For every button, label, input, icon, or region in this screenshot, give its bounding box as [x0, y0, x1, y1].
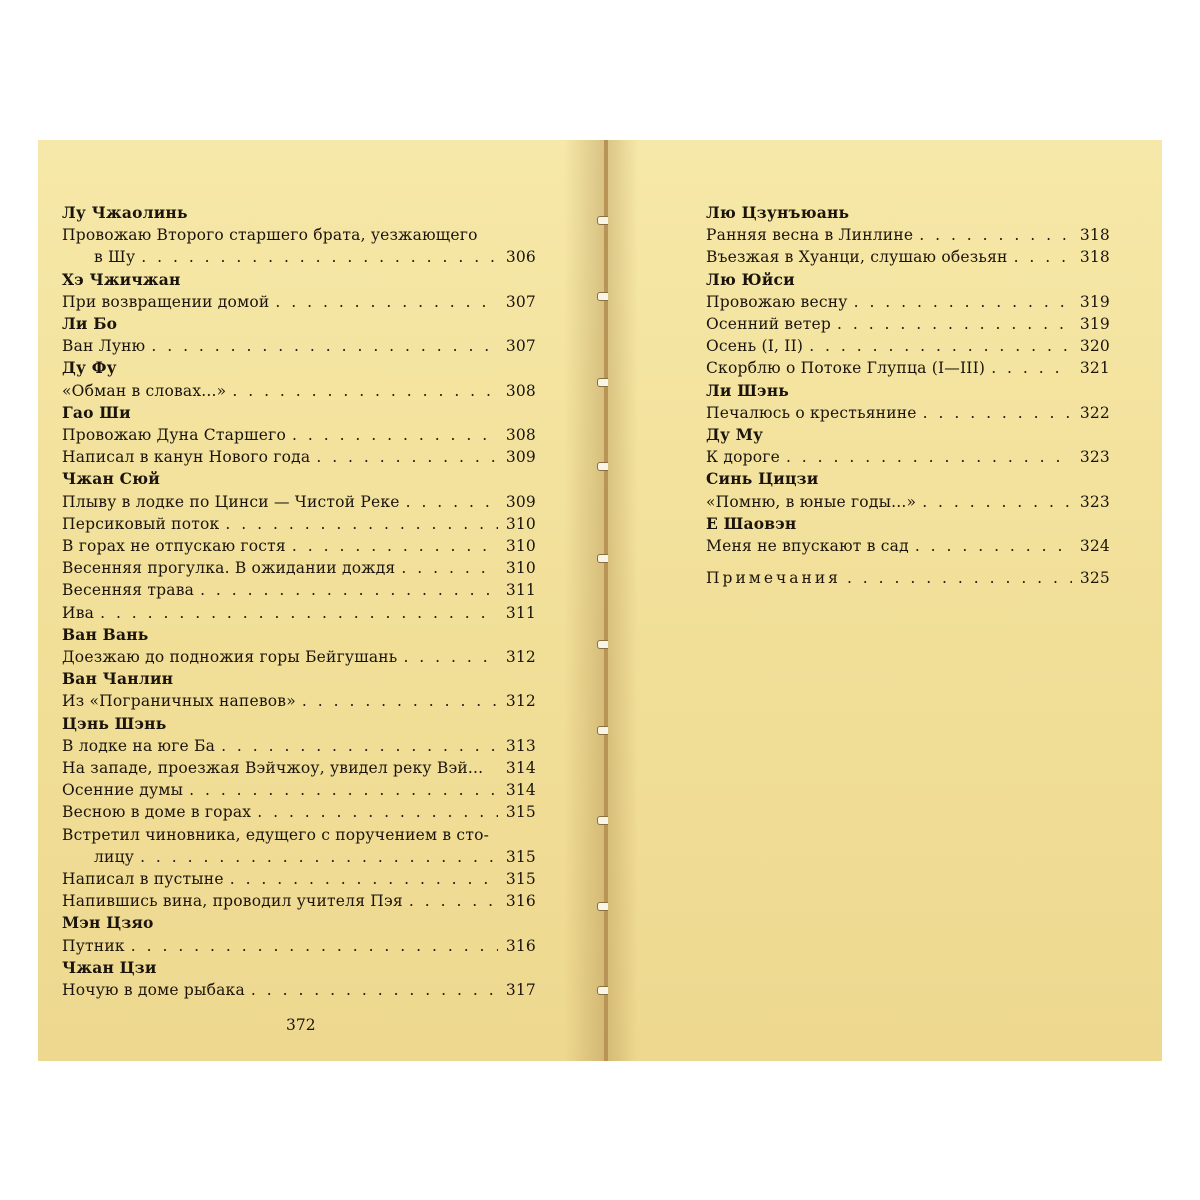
entry-page-number: 321	[1079, 359, 1110, 378]
toc-entry	[706, 491, 1110, 513]
entry-page-number: 318	[1079, 248, 1110, 267]
dot-leader	[189, 779, 498, 801]
entry-page-number: 319	[1079, 315, 1110, 333]
right-page	[608, 140, 1162, 1061]
dot-leader	[140, 846, 498, 868]
toc-entry	[62, 513, 536, 535]
toc-entry	[62, 646, 536, 668]
dot-leader	[230, 868, 498, 890]
toc-entry	[62, 868, 536, 890]
toc-entry	[706, 446, 1110, 468]
author-heading: Чжан Цзи	[62, 957, 157, 977]
entry-title: Весенняя трава	[62, 581, 195, 600]
entry-title: в Шу	[94, 248, 136, 267]
dot-leader	[915, 535, 1072, 557]
toc-entry	[62, 846, 536, 868]
dot-leader	[1014, 246, 1072, 268]
entry-page-number: 311	[505, 581, 536, 600]
dot-leader	[131, 935, 498, 957]
entry-page-number: 309	[505, 492, 536, 511]
entry-page-number: 311	[505, 603, 536, 622]
entry-title: В горах не отпускаю гостя	[62, 537, 286, 555]
entry-page-number: 318	[1079, 226, 1110, 245]
entry-title: «Обман в словах...»	[62, 381, 227, 400]
toc-entry	[62, 491, 536, 513]
entry-title: лицу	[94, 847, 135, 866]
left-page	[38, 140, 604, 1061]
entry-page-number: 307	[505, 292, 536, 311]
author-heading: Мэн Цзяо	[62, 913, 154, 933]
dot-leader	[292, 535, 498, 557]
toc-entry	[706, 567, 1110, 589]
entry-page-number: 323	[1079, 448, 1110, 467]
entry-title: Напившись вина, проводил учителя Пэя	[62, 892, 403, 911]
entry-title: Печалюсь о крестьянине	[706, 403, 917, 422]
entry-title: Осень (I, II)	[706, 337, 804, 356]
toc-entry	[62, 380, 536, 402]
entry-page-number: 310	[505, 537, 536, 555]
entry-title: Ива	[62, 603, 95, 622]
entry-title: Весною в доме в горах	[62, 803, 252, 822]
entry-title: Осенний ветер	[706, 315, 831, 333]
entry-page-number: 308	[505, 381, 536, 400]
dot-leader	[923, 402, 1072, 424]
entry-page-number: 306	[505, 248, 536, 267]
entry-page-number: 320	[1079, 337, 1110, 356]
dot-leader	[401, 557, 498, 579]
dot-leader	[221, 735, 498, 757]
toc-entry	[62, 557, 536, 579]
author-heading: Лю Юйси	[706, 269, 795, 289]
toc-entry	[62, 446, 536, 468]
entry-title: Въезжая в Хуанци, слушаю обезьян	[706, 248, 1008, 267]
entry-title: Весенняя прогулка. В ожидании дождя	[62, 559, 396, 578]
entry-page-number: 314	[505, 781, 536, 800]
entry-page-number: 310	[505, 514, 536, 533]
entry-page-number: 315	[505, 870, 536, 888]
toc-entry	[62, 735, 536, 757]
entry-page-number: 310	[505, 559, 536, 578]
entry-title: Из «Пограничных напевов»	[62, 692, 296, 711]
dot-leader	[919, 224, 1072, 246]
dot-leader	[251, 979, 498, 1001]
toc-entry	[62, 935, 536, 957]
entry-page-number: 323	[1079, 492, 1110, 511]
toc-entry	[706, 291, 1110, 313]
dot-leader	[302, 690, 498, 712]
entry-title-line: Провожаю Второго старшего брата, уезжающего	[62, 226, 478, 245]
dot-leader	[409, 890, 498, 912]
entry-title: На западе, проезжая Вэйчжоу, увидел реку Вэй...	[62, 759, 484, 777]
dot-leader	[406, 491, 498, 513]
entry-page-number: 308	[505, 426, 536, 444]
dot-leader	[837, 313, 1072, 335]
author-heading: Синь Цицзи	[706, 469, 819, 489]
entry-title: В лодке на юге Ба	[62, 736, 216, 755]
author-heading: Ли Бо	[62, 314, 118, 333]
toc-entry	[62, 890, 536, 912]
author-heading: Ван Чанлин	[62, 669, 174, 689]
entry-title: К дороге	[706, 448, 780, 467]
toc-entry	[62, 535, 536, 557]
author-heading: Ду Му	[706, 425, 764, 444]
toc-entry	[62, 801, 536, 823]
entry-page-number: 313	[505, 736, 536, 755]
author-heading: Ли Шэнь	[706, 380, 789, 400]
entry-title: При возвращении домой	[62, 292, 270, 311]
entry-title: Путник	[62, 936, 125, 955]
toc-entry	[62, 424, 536, 446]
toc-entry	[706, 535, 1110, 557]
entry-page-number: 316	[505, 936, 536, 955]
author-heading: Ду Фу	[62, 358, 117, 378]
author-heading: Е Шаовэн	[706, 513, 797, 533]
dot-leader	[809, 335, 1072, 357]
toc-entry	[706, 313, 1110, 335]
dot-leader	[275, 291, 498, 313]
book-spread	[38, 140, 1162, 1061]
entry-page-number: 317	[505, 981, 536, 999]
entry-title: Скорблю о Потоке Глупца (I—III)	[706, 359, 986, 378]
dot-leader	[200, 579, 498, 601]
author-heading: Лю Цзунъюань	[706, 203, 850, 222]
toc-entry	[706, 402, 1110, 424]
entry-title: Доезжаю до подножия горы Бейгушань	[62, 648, 398, 666]
entry-title-line: Встретил чиновника, едущего с поручением в сто-	[62, 825, 490, 844]
entry-title: Написал в пустыне	[62, 870, 224, 888]
entry-title: Написал в канун Нового года	[62, 448, 311, 467]
entry-page-number: 312	[505, 692, 536, 711]
author-heading: Лу Чжаолинь	[62, 203, 188, 222]
entry-page-number: 315	[505, 803, 536, 822]
entry-title: «Помню, в юные годы...»	[706, 492, 917, 511]
entry-page-number: 324	[1079, 537, 1110, 555]
author-heading: Цэнь Шэнь	[62, 713, 167, 733]
toc-entry	[62, 291, 536, 313]
entry-title: Меня не впускают в сад	[706, 537, 909, 555]
toc-entry	[706, 246, 1110, 268]
entry-title: Ван Луню	[62, 337, 146, 356]
toc-entry	[62, 757, 536, 779]
entry-page-number: 315	[505, 847, 536, 866]
toc-entry	[62, 335, 536, 357]
toc-entry	[62, 579, 536, 601]
entry-title: Ранняя весна в Линлине	[706, 226, 914, 245]
entry-page-number: 319	[1079, 292, 1110, 311]
entry-title: Осенние думы	[62, 781, 184, 800]
author-heading: Ван Вань	[62, 624, 149, 644]
entry-page-number: 307	[505, 337, 536, 356]
dot-leader	[151, 335, 498, 357]
toc-entry	[706, 224, 1110, 246]
dot-leader	[257, 801, 498, 823]
dot-leader	[991, 357, 1072, 379]
entry-title: Ночую в доме рыбака	[62, 981, 245, 999]
dot-leader	[141, 246, 498, 268]
dot-leader	[100, 602, 498, 624]
toc-entry	[706, 357, 1110, 379]
author-heading: Гао Ши	[62, 402, 131, 422]
toc-entry	[62, 602, 536, 624]
entry-title: Персиковый поток	[62, 514, 220, 533]
entry-title: Примечания	[706, 569, 841, 588]
dot-leader	[225, 513, 498, 535]
dot-leader	[847, 567, 1072, 589]
author-heading: Чжан Сюй	[62, 469, 160, 489]
dot-leader	[316, 446, 498, 468]
author-heading: Хэ Чжичжан	[62, 269, 181, 289]
entry-page-number: 325	[1079, 569, 1110, 588]
dot-leader	[854, 291, 1072, 313]
dot-leader	[292, 424, 498, 446]
toc-entry	[62, 979, 536, 1001]
toc-entry	[706, 335, 1110, 357]
entry-page-number: 322	[1079, 403, 1110, 422]
entry-page-number: 316	[505, 892, 536, 911]
toc-entry	[62, 246, 536, 268]
toc-entry	[62, 690, 536, 712]
entry-page-number: 312	[505, 648, 536, 666]
dot-leader	[232, 380, 498, 402]
dot-leader	[922, 491, 1072, 513]
entry-title: Провожаю весну	[706, 292, 848, 311]
dot-leader	[786, 446, 1072, 468]
entry-title: Провожаю Дуна Старшего	[62, 426, 287, 444]
entry-page-number: 309	[505, 448, 536, 467]
toc-entry	[62, 779, 536, 801]
dot-leader	[403, 646, 498, 668]
entry-title: Плыву в лодке по Цинси — Чистой Реке	[62, 492, 400, 511]
entry-page-number: 314	[505, 759, 536, 777]
page-number: 372	[286, 1016, 316, 1034]
